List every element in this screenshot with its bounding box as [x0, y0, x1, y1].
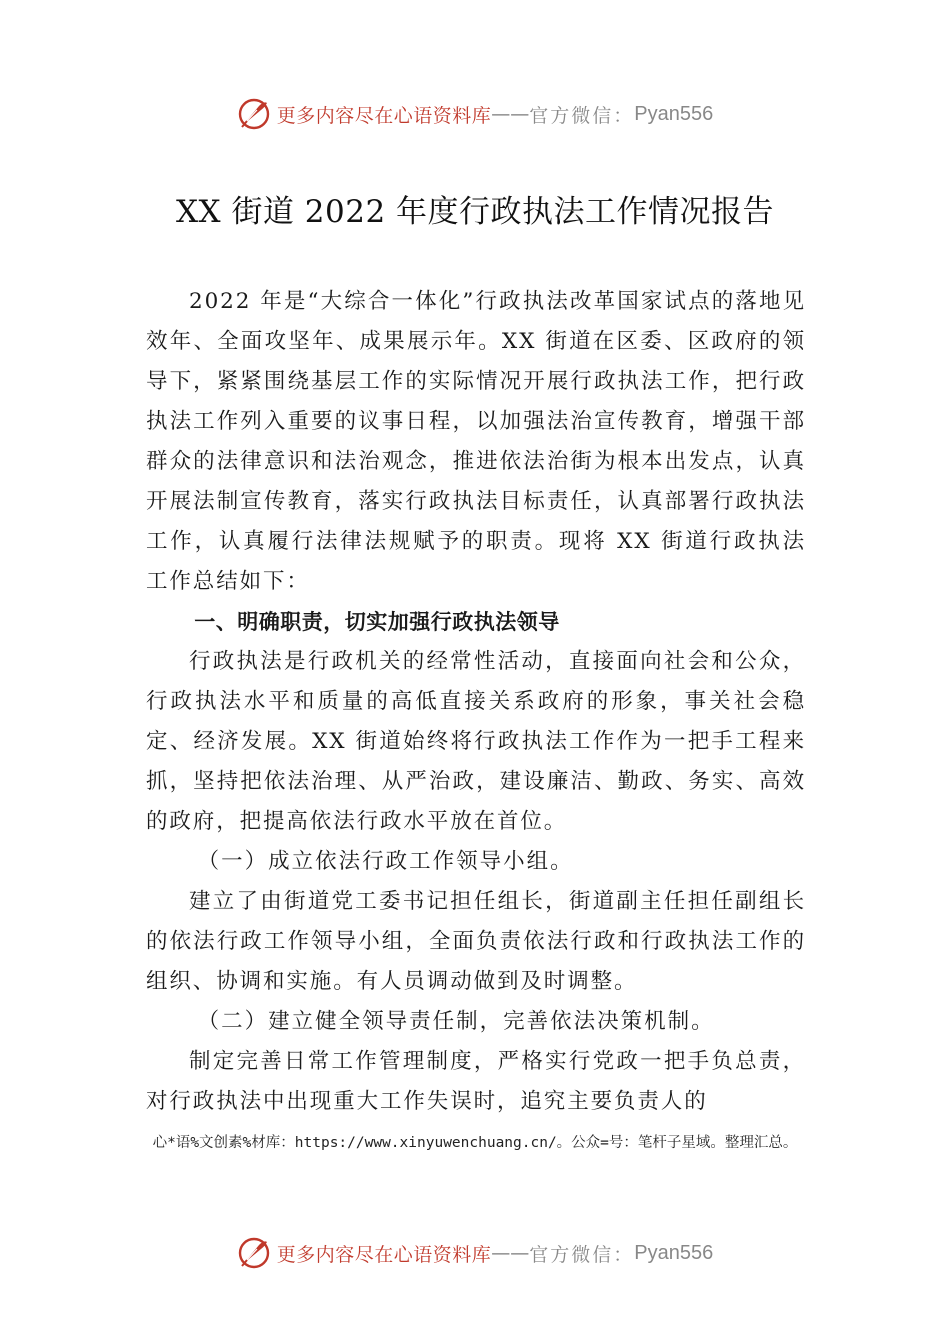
document-body	[146, 282, 806, 1122]
body-paragraph: 制定完善日常工作管理制度，严格实行党政一把手负总责，对行政执法中出现重大工作失误时，追究主要负责人的	[146, 1049, 806, 1114]
source-note: 心*语%文创素%材库：https://www.xinyuwenchuang.cn/。公众=号：笔杆子星域。整理汇总。	[152, 1135, 798, 1151]
quill-circle-logo-icon	[237, 97, 271, 131]
banner-slogan: 更多内容尽在心语资料库	[276, 104, 492, 127]
banner-wechat-id: Pyan556	[634, 102, 714, 125]
subsection-heading: （一）成立依法行政工作领导小组。	[197, 849, 574, 874]
banner-separator: ——	[491, 103, 530, 125]
banner-wechat-id: Pyan556	[634, 1241, 714, 1264]
body-paragraph: 2022 年是“大综合一体化”行政执法改革国家试点的落地见效年、全面攻坚年、成果展示年。XX 街道在区委、区政府的领导下，紧紧围绕基层工作的实际情况开展行政执法工作，把行政执法工作列入重要的议事日程，以加强法治宣传教育，增强干部群众的法律意识和法治观念，推进依法治街为根本出发点，认真开展法制宣传教育，落实行政执法目标责任，认真部署行政执法工作，认真履行法律法规赋予的职责。现将 XX 街道行政执法工作总结如下：	[146, 289, 806, 594]
body-paragraph: 建立了由街道党工委书记担任组长，街道副主任担任副组长的依法行政工作领导小组，全面负责依法行政和行政执法工作的组织、协调和实施。有人员调动做到及时调整。	[146, 889, 806, 994]
banner-wechat-label: 官方微信：	[529, 104, 635, 127]
header-banner	[0, 94, 950, 134]
banner-separator: ——	[491, 1242, 530, 1264]
banner-wechat-label: 官方微信：	[529, 1243, 635, 1266]
document-title: XX 街道 2022 年度行政执法工作情况报告	[175, 194, 775, 230]
banner-slogan: 更多内容尽在心语资料库	[276, 1243, 492, 1266]
footer-banner	[0, 1233, 950, 1273]
subsection-heading: （二）建立健全领导责任制，完善依法决策机制。	[197, 1009, 715, 1034]
quill-circle-logo-icon	[237, 1236, 271, 1270]
body-paragraph: 行政执法是行政机关的经常性活动，直接面向社会和公众，行政执法水平和质量的高低直接关系政府的形象，事关社会稳定、经济发展。XX 街道始终将行政执法工作作为一把手工程来抓，坚持把依法治理、从严治政，建设廉洁、勤政、务实、高效的政府，把提高依法行政水平放在首位。	[146, 649, 806, 834]
section-heading: 一、明确职责，切实加强行政执法领导	[194, 610, 560, 634]
